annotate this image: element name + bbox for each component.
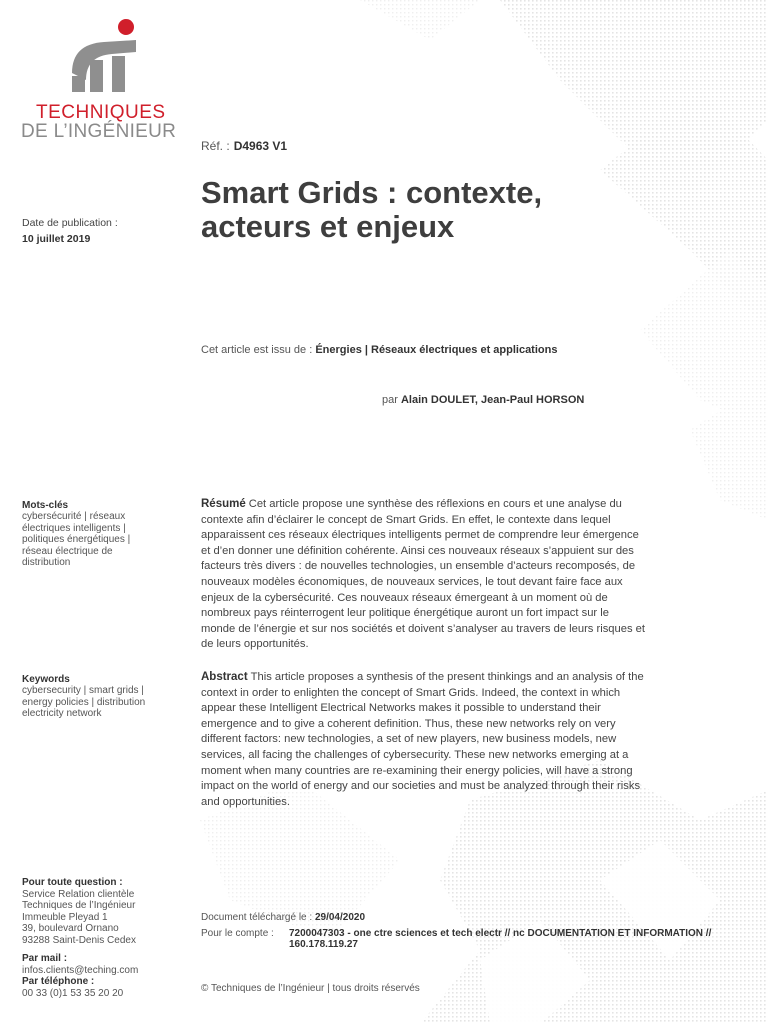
resume-line: Cet article propose une synthèse des réflexions en cours et une analyse du xyxy=(248,498,622,510)
download-account xyxy=(201,928,761,950)
abstract-line: different factors: new technologies, a set of new players, new business models, new xyxy=(201,733,617,746)
publication-date-label: Date de publication : xyxy=(22,217,118,229)
motscles-line: réseau électrique de xyxy=(22,545,113,557)
authors-names: Alain DOULET, Jean-Paul HORSON xyxy=(400,394,585,406)
logo-text-de-lingenieur: DE L’INGÉNIEUR xyxy=(21,121,177,142)
abstract-line: appear these Intelligent Electrical Networks makes it possible to understand their xyxy=(201,702,601,715)
download-date-value: 29/04/2020 xyxy=(314,912,366,923)
keywords-heading: Keywords xyxy=(22,674,70,685)
account-value: 7200047303 - one ctre sciences et tech electr // nc DOCUMENTATION ET INFORMATION // 160.178.119.27 xyxy=(289,928,712,950)
motscles-heading: Mots-clés xyxy=(22,500,69,511)
keywords-line: cybersecurity | smart grids | xyxy=(22,685,144,696)
reference-value: D4963 V1 xyxy=(233,139,288,153)
logo-text-techniques: TECHNIQUES xyxy=(36,102,166,123)
article-authors xyxy=(382,394,584,406)
contact-phone-heading: Par téléphone : xyxy=(22,976,95,987)
contact-question-heading: Pour toute question : xyxy=(22,877,123,888)
resume-line: de leurs opportunités. xyxy=(201,638,309,651)
resume-line: nouveaux modèles économiques, de nouveaux services, le tout devant faire face aux xyxy=(201,575,623,588)
article-title xyxy=(201,176,721,244)
abstract-paragraph xyxy=(201,670,717,810)
abstract-line: and opportunities. xyxy=(201,795,290,808)
abstract-line: services, all facing the challenges of cybersecurity. These new networks emerging at a xyxy=(201,748,629,761)
copyright: © Techniques de l’Ingénieur | tous droits réservés xyxy=(201,983,420,994)
motscles-line: électriques intelligents | xyxy=(22,522,126,534)
keywords-line: electricity network xyxy=(22,708,102,719)
source-label: Cet article est issu de : xyxy=(201,344,313,356)
resume-line: contexte afin d’éclairer le concept de Smart Grids. En effet, le contexte dans lequel xyxy=(201,513,611,526)
title-line-2: acteurs et enjeux xyxy=(201,209,455,244)
abstract-line: impact on the world of energy and our societies and must be analyzed through their risks xyxy=(201,780,641,793)
abstract-heading: Abstract xyxy=(201,671,248,683)
keywords-line: energy policies | distribution xyxy=(22,696,146,708)
contact-address-line: Immeuble Pleyad 1 xyxy=(22,911,108,923)
contact-address-line: 93288 Saint-Denis Cedex xyxy=(22,934,136,946)
resume-line: nombreux pays réinterrogent leur politique énergétique auront un fort impact sur le xyxy=(201,607,609,620)
publication-date: 10 juillet 2019 xyxy=(22,233,91,245)
contact-address-line: Techniques de l’Ingénieur xyxy=(22,900,136,911)
download-date xyxy=(201,912,365,923)
abstract-line: context in order to enlighten the concept of Smart Grids. Indeed, the context in which xyxy=(201,686,621,699)
resume-line: monde de l’énergie et sur nos sociétés et doivent s’analyser au travers de leurs risques et xyxy=(201,622,646,635)
contact-mail-heading: Par mail : xyxy=(22,953,68,964)
motscles-line: cybersécurité | réseaux xyxy=(22,511,126,522)
abstract-line: This article proposes a synthesis of the present thinkings and an analysis of the xyxy=(250,671,644,683)
techniques-ingenieur-logo-icon xyxy=(60,18,150,100)
article-source xyxy=(201,344,557,356)
account-label: Pour le compte : xyxy=(201,928,274,939)
contact-block xyxy=(22,877,192,999)
contact-address-line: Service Relation clientèle xyxy=(22,888,135,900)
resume-heading: Résumé xyxy=(201,498,246,510)
contact-phone: 00 33 (0)1 53 35 20 20 xyxy=(22,987,124,999)
abstract-line: emergence and to give a coherent definition. Thus, these new networks rely on very xyxy=(201,717,616,730)
motscles-line: politiques énergétiques | xyxy=(22,534,131,545)
reference xyxy=(201,139,287,153)
contact-mail-link[interactable]: infos.clients@teching.com xyxy=(22,964,139,976)
resume-line: et d’en donner une définition cohérente. Ainsi ces nouveaux réseaux s’appuient sur des xyxy=(201,544,634,557)
motscles-block xyxy=(22,500,182,569)
authors-label: par xyxy=(382,394,398,406)
resume-line: apparaissent ces réseaux électriques intelligents permet de comprendre leur émergence xyxy=(201,529,639,542)
motscles-line: distribution xyxy=(22,557,71,568)
contact-address-line: 39, boulevard Ornano xyxy=(22,923,119,934)
download-date-label: Document téléchargé le : xyxy=(201,912,313,923)
resume-paragraph xyxy=(201,497,717,653)
title-line-1: Smart Grids : contexte, xyxy=(201,175,543,210)
resume-line: facteurs très divers : de nouvelles technologies, un ensemble d’acteurs recomposés, de xyxy=(201,560,636,573)
reference-label: Réf. : xyxy=(201,139,230,153)
resume-line: enjeux de la cybersécurité. Ces nouveaux réseaux émergeant à un moment où de xyxy=(201,591,608,604)
keywords-block xyxy=(22,674,182,720)
abstract-line: moment when many countries are re-examining their energy policies, will have a strong xyxy=(201,764,633,777)
source-link[interactable]: Énergies | Réseaux électriques et applications xyxy=(315,344,558,356)
